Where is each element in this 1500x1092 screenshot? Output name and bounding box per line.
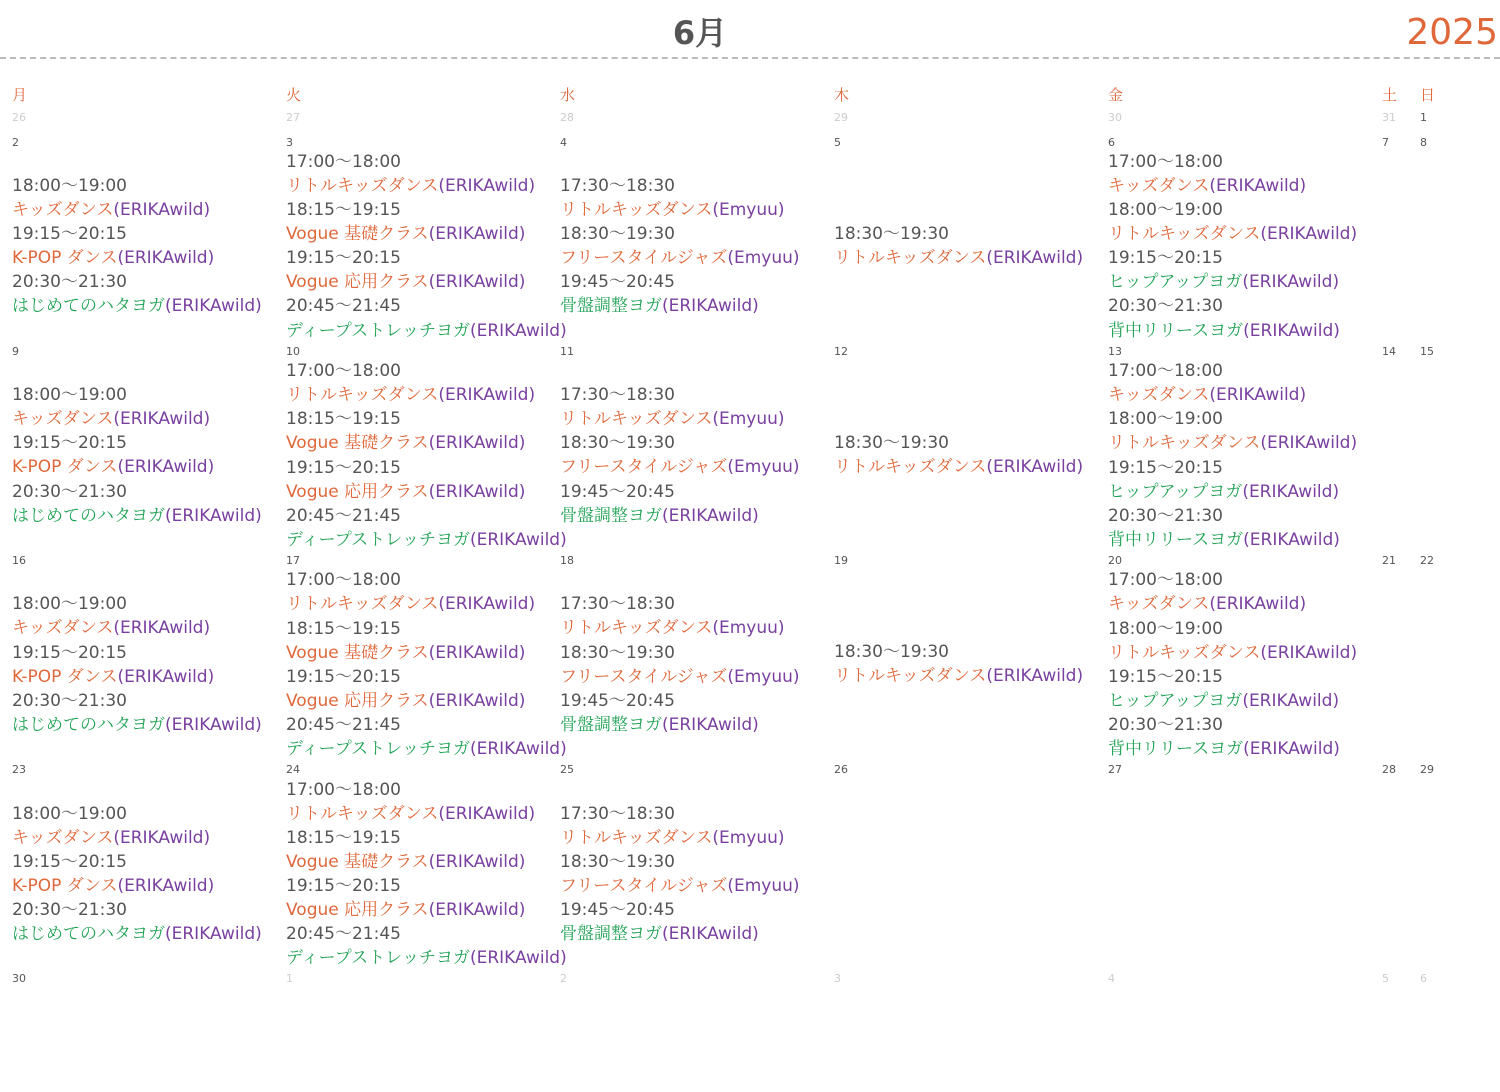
class-name: 骨盤調整ヨガ: [560, 296, 662, 317]
class-time: 19:45～20:45: [560, 690, 675, 711]
class-time: 19:45～20:45: [560, 481, 675, 502]
schedule-block-fri: [1108, 359, 1357, 552]
class-name: Vogue 基礎クラス: [286, 642, 429, 663]
day-number: 8: [1420, 136, 1427, 149]
instructor-name: (ERIKAwild): [428, 690, 526, 711]
class-name: 背中リリースヨガ: [1108, 738, 1244, 759]
day-number: 2: [560, 972, 567, 985]
day-number: 20: [1108, 554, 1122, 567]
class-entry: [12, 198, 262, 222]
day-number: 24: [286, 763, 300, 776]
class-entry: [1108, 641, 1357, 665]
day-number: 3: [834, 972, 841, 985]
class-time: 19:15～20:15: [12, 224, 127, 245]
class-entry: [560, 713, 800, 737]
class-time: 17:00～18:00: [286, 361, 401, 382]
instructor-name: (ERIKAwild): [986, 666, 1084, 687]
instructor-name: (ERIKAwild): [662, 505, 759, 526]
instructor-name: (ERIKAwild): [438, 803, 536, 824]
day-number: 7: [1382, 136, 1389, 149]
class-time: 18:30～19:30: [560, 433, 675, 454]
class-time: 17:00～18:00: [286, 779, 401, 800]
day-number: 5: [1382, 972, 1389, 985]
class-entry: [286, 383, 567, 407]
class-name: はじめてのハタヨガ: [12, 505, 165, 526]
class-entry: [286, 737, 567, 761]
instructor-name: (Emyuu): [727, 875, 800, 896]
class-time: 18:00～19:00: [12, 803, 127, 824]
instructor-name: (ERIKAwild): [1242, 272, 1340, 293]
class-time: 17:00～18:00: [286, 570, 401, 591]
class-time: 18:30～19:30: [560, 642, 675, 663]
class-name: Vogue 基礎クラス: [286, 851, 429, 872]
class-name: ヒップアップヨガ: [1108, 690, 1243, 711]
class-time: 19:45～20:45: [560, 272, 675, 293]
class-name: Vogue 基礎クラス: [286, 224, 429, 245]
instructor-name: (ERIKAwild): [986, 457, 1084, 478]
day-number: 17: [286, 554, 300, 567]
class-entry: [560, 455, 800, 479]
class-time: 18:00～19:00: [1108, 200, 1223, 221]
day-number: 19: [834, 554, 848, 567]
class-time: 18:15～19:15: [286, 618, 401, 639]
day-number: 25: [560, 763, 574, 776]
day-number: 13: [1108, 345, 1122, 358]
class-time: 18:30～19:30: [834, 642, 949, 663]
instructor-name: (Emyuu): [712, 200, 785, 221]
instructor-name: (ERIKAwild): [428, 224, 526, 245]
class-entry: [286, 946, 567, 970]
class-entry: [1108, 737, 1357, 761]
instructor-name: (ERIKAwild): [1243, 738, 1340, 759]
schedule-block-tue: [286, 568, 567, 761]
class-entry: [12, 246, 262, 270]
instructor-name: (ERIKAwild): [438, 176, 536, 197]
instructor-name: (ERIKAwild): [428, 642, 526, 663]
class-name: リトルキッズダンス: [560, 618, 713, 639]
class-time: 20:30～21:30: [12, 690, 127, 711]
class-entry: [286, 528, 567, 552]
instructor-name: (ERIKAwild): [117, 248, 215, 269]
class-time: 19:15～20:15: [1108, 248, 1223, 269]
class-name: リトルキッズダンス: [1108, 433, 1261, 454]
class-time: 18:15～19:15: [286, 200, 401, 221]
instructor-name: (ERIKAwild): [1243, 529, 1340, 550]
class-entry: [12, 713, 262, 737]
class-entry: [1108, 383, 1357, 407]
day-number: 3: [286, 136, 293, 149]
instructor-name: (ERIKAwild): [1260, 224, 1358, 245]
instructor-name: (Emyuu): [727, 248, 800, 269]
instructor-name: (ERIKAwild): [428, 899, 526, 920]
instructor-name: (Emyuu): [712, 618, 785, 639]
class-entry: [834, 455, 1083, 479]
day-number: 28: [560, 111, 574, 124]
day-number: 1: [286, 972, 293, 985]
class-entry: [286, 174, 567, 198]
class-name: 骨盤調整ヨガ: [560, 505, 662, 526]
class-name: 背中リリースヨガ: [1108, 320, 1244, 341]
instructor-name: (ERIKAwild): [438, 385, 536, 406]
class-name: キッズダンス: [12, 409, 114, 430]
class-entry: [1108, 689, 1357, 713]
class-name: キッズダンス: [1108, 385, 1210, 406]
class-entry: [12, 294, 262, 318]
class-time: 18:00～19:00: [12, 594, 127, 615]
day-number: 27: [286, 111, 300, 124]
instructor-name: (ERIKAwild): [438, 594, 536, 615]
weekday-label: 月: [12, 86, 28, 104]
instructor-name: (ERIKAwild): [165, 923, 262, 944]
instructor-name: (ERIKAwild): [428, 433, 526, 454]
class-entry: [286, 431, 567, 455]
day-number: 14: [1382, 345, 1396, 358]
class-entry: [560, 246, 800, 270]
day-number: 29: [1420, 763, 1434, 776]
class-name: 骨盤調整ヨガ: [560, 923, 662, 944]
class-time: 18:00～19:00: [12, 385, 127, 406]
instructor-name: (ERIKAwild): [1260, 433, 1358, 454]
day-number: 9: [12, 345, 19, 358]
class-name: リトルキッズダンス: [1108, 224, 1261, 245]
class-name: はじめてのハタヨガ: [12, 296, 165, 317]
year-label: 2025: [1406, 12, 1498, 53]
class-name: K-POP ダンス: [12, 248, 118, 269]
class-name: フリースタイルジャズ: [560, 666, 728, 687]
class-time: 20:30～21:30: [1108, 505, 1223, 526]
class-entry: [286, 802, 567, 826]
class-entry: [12, 665, 262, 689]
day-number: 6: [1108, 136, 1115, 149]
instructor-name: (ERIKAwild): [662, 296, 759, 317]
month-title: 6月: [672, 14, 728, 52]
class-time: 17:30～18:30: [560, 803, 675, 824]
instructor-name: (ERIKAwild): [469, 320, 567, 341]
class-time: 20:45～21:45: [286, 505, 401, 526]
class-entry: [1108, 592, 1357, 616]
class-name: リトルキッズダンス: [560, 827, 713, 848]
class-name: リトルキッズダンス: [286, 803, 439, 824]
class-name: キッズダンス: [1108, 176, 1210, 197]
day-number: 28: [1382, 763, 1396, 776]
class-time: 18:15～19:15: [286, 409, 401, 430]
class-time: 19:15～20:15: [286, 666, 401, 687]
class-time: 18:00～19:00: [1108, 618, 1223, 639]
instructor-name: (ERIKAwild): [986, 248, 1084, 269]
class-entry: [12, 616, 262, 640]
class-entry: [560, 294, 800, 318]
day-number: 22: [1420, 554, 1434, 567]
instructor-name: (ERIKAwild): [469, 529, 567, 550]
class-name: リトルキッズダンス: [1108, 642, 1261, 663]
day-number: 4: [560, 136, 567, 149]
class-time: 17:00～18:00: [286, 152, 401, 172]
class-time: 19:15～20:15: [12, 433, 127, 454]
instructor-name: (ERIKAwild): [113, 618, 211, 639]
day-number: 1: [1420, 111, 1427, 124]
class-time: 20:45～21:45: [286, 924, 401, 945]
instructor-name: (ERIKAwild): [117, 457, 215, 478]
class-entry: [12, 826, 262, 850]
instructor-name: (ERIKAwild): [662, 923, 759, 944]
class-name: K-POP ダンス: [12, 457, 118, 478]
schedule-block-mon: [12, 174, 262, 318]
class-time: 19:15～20:15: [286, 457, 401, 478]
class-time: 20:30～21:30: [12, 899, 127, 920]
class-time: 18:00～19:00: [12, 176, 127, 196]
schedule-block-mon: [12, 802, 262, 946]
class-entry: [286, 270, 567, 294]
class-entry: [12, 407, 262, 431]
class-name: K-POP ダンス: [12, 875, 118, 896]
class-entry: [286, 222, 567, 246]
day-number: 5: [834, 136, 841, 149]
instructor-name: (ERIKAwild): [1243, 320, 1340, 341]
weekday-label: 日: [1420, 86, 1436, 104]
class-name: ヒップアップヨガ: [1108, 481, 1243, 502]
class-name: 背中リリースヨガ: [1108, 529, 1244, 550]
instructor-name: (ERIKAwild): [165, 505, 262, 526]
schedule-block-thu: [834, 222, 1083, 270]
class-name: リトルキッズダンス: [286, 594, 439, 615]
class-time: 20:45～21:45: [286, 714, 401, 735]
instructor-name: (ERIKAwild): [1242, 690, 1340, 711]
class-time: 17:00～18:00: [1108, 570, 1223, 591]
class-time: 18:30～19:30: [560, 851, 675, 872]
day-number: 26: [834, 763, 848, 776]
schedule-block-thu: [834, 431, 1083, 479]
class-entry: [560, 504, 800, 528]
class-name: Vogue 応用クラス: [286, 272, 429, 293]
instructor-name: (ERIKAwild): [662, 714, 759, 735]
class-time: 18:30～19:30: [834, 433, 949, 454]
weekday-label: 水: [560, 86, 576, 104]
class-entry: [560, 665, 800, 689]
class-time: 19:15～20:15: [1108, 666, 1223, 687]
instructor-name: (ERIKAwild): [428, 481, 526, 502]
class-entry: [560, 874, 800, 898]
class-time: 18:00～19:00: [1108, 409, 1223, 430]
instructor-name: (ERIKAwild): [117, 875, 215, 896]
schedule-block-wed: [560, 592, 800, 736]
day-number: 23: [12, 763, 26, 776]
instructor-name: (ERIKAwild): [1209, 385, 1307, 406]
class-entry: [12, 922, 262, 946]
class-entry: [286, 641, 567, 665]
class-time: 20:30～21:30: [1108, 296, 1223, 317]
instructor-name: (ERIKAwild): [165, 714, 262, 735]
schedule-block-tue: [286, 150, 567, 343]
class-entry: [286, 689, 567, 713]
schedule-block-mon: [12, 383, 262, 527]
instructor-name: (ERIKAwild): [469, 738, 567, 759]
class-time: 19:15～20:15: [1108, 457, 1223, 478]
class-entry: [560, 826, 800, 850]
class-entry: [560, 616, 800, 640]
class-entry: [1108, 528, 1357, 552]
class-entry: [1108, 270, 1357, 294]
class-time: 17:30～18:30: [560, 594, 675, 615]
class-name: Vogue 応用クラス: [286, 481, 429, 502]
class-entry: [1108, 431, 1357, 455]
class-time: 17:30～18:30: [560, 176, 675, 196]
class-time: 20:30～21:30: [12, 272, 127, 293]
schedule-block-fri: [1108, 150, 1357, 343]
instructor-name: (Emyuu): [727, 457, 800, 478]
class-name: リトルキッズダンス: [560, 409, 713, 430]
class-entry: [286, 898, 567, 922]
class-entry: [286, 850, 567, 874]
schedule-block-wed: [560, 383, 800, 527]
class-name: 骨盤調整ヨガ: [560, 714, 662, 735]
class-name: キッズダンス: [12, 827, 114, 848]
class-name: キッズダンス: [12, 200, 114, 221]
instructor-name: (Emyuu): [727, 666, 800, 687]
instructor-name: (ERIKAwild): [165, 296, 262, 317]
schedule-block-tue: [286, 359, 567, 552]
instructor-name: (ERIKAwild): [1209, 594, 1307, 615]
class-time: 18:30～19:30: [560, 224, 675, 245]
schedule-block-fri: [1108, 568, 1357, 761]
weekday-label: 木: [834, 86, 850, 104]
class-time: 19:15～20:15: [12, 851, 127, 872]
class-entry: [560, 922, 800, 946]
schedule-block-tue: [286, 778, 567, 971]
class-entry: [560, 407, 800, 431]
class-entry: [1108, 174, 1357, 198]
day-number: 26: [12, 111, 26, 124]
class-time: 19:15～20:15: [286, 248, 401, 269]
day-number: 15: [1420, 345, 1434, 358]
class-name: キッズダンス: [1108, 594, 1210, 615]
instructor-name: (Emyuu): [712, 827, 785, 848]
class-time: 17:00～18:00: [1108, 361, 1223, 382]
schedule-block-thu: [834, 640, 1083, 688]
class-entry: [286, 480, 567, 504]
day-number: 18: [560, 554, 574, 567]
class-name: ディープストレッチヨガ: [286, 529, 470, 550]
class-entry: [12, 504, 262, 528]
class-name: リトルキッズダンス: [286, 176, 439, 197]
day-number: 2: [12, 136, 19, 149]
class-name: ディープストレッチヨガ: [286, 738, 470, 759]
day-number: 16: [12, 554, 26, 567]
day-number: 21: [1382, 554, 1396, 567]
class-name: フリースタイルジャズ: [560, 457, 728, 478]
class-time: 19:45～20:45: [560, 899, 675, 920]
day-number: 30: [1108, 111, 1122, 124]
class-name: Vogue 応用クラス: [286, 690, 429, 711]
instructor-name: (ERIKAwild): [1209, 176, 1307, 197]
class-time: 18:15～19:15: [286, 827, 401, 848]
schedule-block-mon: [12, 592, 262, 736]
instructor-name: (ERIKAwild): [428, 851, 526, 872]
class-name: リトルキッズダンス: [286, 385, 439, 406]
class-name: リトルキッズダンス: [560, 200, 713, 221]
class-name: ディープストレッチヨガ: [286, 948, 470, 969]
instructor-name: (ERIKAwild): [113, 409, 211, 430]
instructor-name: (Emyuu): [712, 409, 785, 430]
day-number: 29: [834, 111, 848, 124]
class-name: K-POP ダンス: [12, 666, 118, 687]
header-divider: [0, 57, 1500, 59]
class-name: ヒップアップヨガ: [1108, 272, 1243, 293]
class-name: Vogue 応用クラス: [286, 899, 429, 920]
day-number: 4: [1108, 972, 1115, 985]
class-name: フリースタイルジャズ: [560, 875, 728, 896]
class-time: 19:15～20:15: [286, 875, 401, 896]
class-name: リトルキッズダンス: [834, 666, 987, 687]
instructor-name: (ERIKAwild): [113, 200, 211, 221]
instructor-name: (ERIKAwild): [428, 272, 526, 293]
day-number: 6: [1420, 972, 1427, 985]
class-name: はじめてのハタヨガ: [12, 923, 165, 944]
weekday-label: 火: [286, 86, 302, 104]
day-number: 10: [286, 345, 300, 358]
weekday-label: 金: [1108, 86, 1124, 104]
schedule-block-wed: [560, 174, 800, 318]
class-name: リトルキッズダンス: [834, 248, 987, 269]
class-entry: [12, 874, 262, 898]
weekday-label: 土: [1382, 86, 1398, 104]
class-entry: [1108, 319, 1357, 343]
instructor-name: (ERIKAwild): [113, 827, 211, 848]
instructor-name: (ERIKAwild): [1242, 481, 1340, 502]
class-time: 20:30～21:30: [12, 481, 127, 502]
class-entry: [834, 246, 1083, 270]
schedule-block-wed: [560, 802, 800, 946]
class-name: ディープストレッチヨガ: [286, 320, 470, 341]
class-time: 17:00～18:00: [1108, 152, 1223, 172]
class-entry: [834, 664, 1083, 688]
instructor-name: (ERIKAwild): [1260, 642, 1358, 663]
class-time: 20:45～21:45: [286, 296, 401, 317]
instructor-name: (ERIKAwild): [117, 666, 215, 687]
instructor-name: (ERIKAwild): [469, 948, 567, 969]
class-time: 19:15～20:15: [12, 642, 127, 663]
class-entry: [12, 455, 262, 479]
class-name: フリースタイルジャズ: [560, 248, 728, 269]
day-number: 11: [560, 345, 574, 358]
class-name: はじめてのハタヨガ: [12, 714, 165, 735]
class-time: 17:30～18:30: [560, 385, 675, 406]
day-number: 30: [12, 972, 26, 985]
class-name: リトルキッズダンス: [834, 457, 987, 478]
class-entry: [1108, 222, 1357, 246]
class-name: キッズダンス: [12, 618, 114, 639]
class-time: 18:30～19:30: [834, 224, 949, 244]
class-entry: [1108, 480, 1357, 504]
class-entry: [560, 198, 800, 222]
day-number: 31: [1382, 111, 1396, 124]
class-entry: [286, 319, 567, 343]
class-entry: [286, 592, 567, 616]
class-name: Vogue 基礎クラス: [286, 433, 429, 454]
day-number: 27: [1108, 763, 1122, 776]
day-number: 12: [834, 345, 848, 358]
class-time: 20:30～21:30: [1108, 714, 1223, 735]
